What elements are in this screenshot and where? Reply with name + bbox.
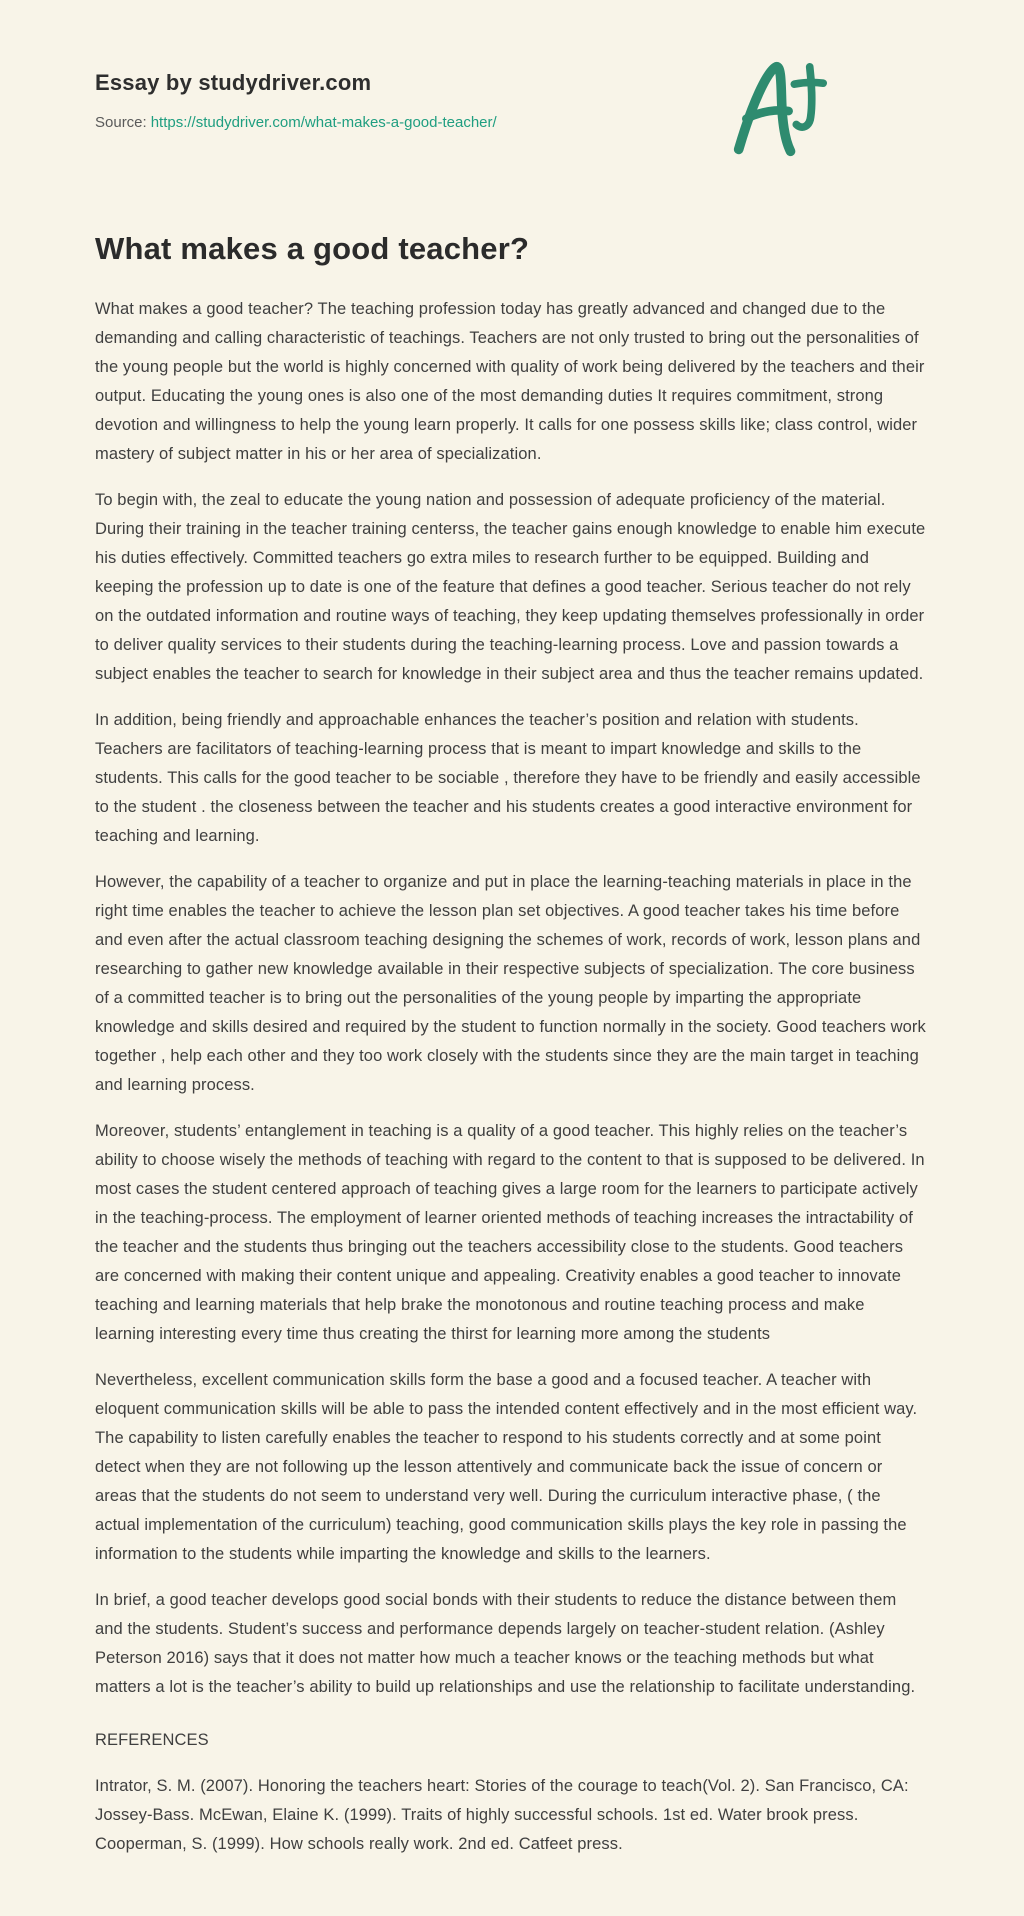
source-label: Source: <box>95 114 147 131</box>
essay-paragraph: Moreover, students’ entanglement in teaching is a quality of a good teacher. This highly relies on the teacher’s ability to choose wisely the methods of teaching with regard to the content to that is supposed to be delivered. In most cases the student centered approach of teaching gives a large room for the learners to participate actively in the teaching-process. The employment of learner oriented methods of teaching increases the intractability of the teacher and the students thus bringing out the teachers accessibility close to the students. Good teachers are concerned with making their content unique and appealing. Creativity enables a good teacher to innovate teaching and learning materials that help brake the monotonous and routine teaching process and make learning interesting every time thus creating the thirst for learning more among the students <box>95 1122 925 1343</box>
essay-paragraph: In addition, being friendly and approachable enhances the teacher’s position and relation with students. Teachers are facilitators of teaching-learning process that is meant to impart knowledge and skills to the students. This calls for the good teacher to be sociable , therefore they have to be friendly and easily accessible to the student . the closeness between the teacher and his students creates a good interactive environment for teaching and learning. <box>95 711 921 845</box>
references-paragraph: Intrator, S. M. (2007). Honoring the teachers heart: Stories of the courage to teach(Vol. 2). San Francisco, CA: Jossey-Bass. McEwan, Elaine K. (1999). Traits of highly successful schools. 1st ed. Water brook press. Cooperman, S. (1999). How schools really work. 2nd ed. Catfeet press. <box>95 1777 909 1853</box>
page-header <box>95 70 927 131</box>
site-byline: Essay by studydriver.com <box>95 70 372 95</box>
references-heading: REFERENCES <box>95 1731 209 1749</box>
essay-title: What makes a good teacher? <box>95 231 530 266</box>
studydriver-logo <box>731 56 827 166</box>
essay-paragraph: Nevertheless, excellent communication skills form the base a good and a focused teacher. A teacher with eloquent communication skills will be able to pass the intended content effectively and in the most efficient way. The capability to listen carefully enables the teacher to respond to his students correctly and at some point detect when they are not following up the lesson attentively and communicate back the issue of concern or areas that the students do not seem to understand very well. During the curriculum interactive phase, ( the actual implementation of the curriculum) teaching, good communication skills plays the key role in passing the information to the students while imparting the knowledge and skills to the learners. <box>95 1371 918 1563</box>
essay-paragraph: However, the capability of a teacher to organize and put in place the learning-teaching materials in place in the right time enables the teacher to achieve the lesson plan set objectives. A good teacher takes his time before and even after the actual classroom teaching designing the schemes of work, records of work, lesson plans and researching to gather new knowledge available in their respective subjects of specialization. The core business of a committed teacher is to bring out the personalities of the young people by imparting the appropriate knowledge and skills desired and required by the student to function normally in the society. Good teachers work together , help each other and they too work closely with the students since they are the main target in teaching and learning process. <box>95 873 926 1094</box>
essay-paragraph: To begin with, the zeal to educate the young nation and possession of adequate proficiency of the material. During their training in the teacher training centerss, the teacher gains enough knowledge to enable him execute his duties effectively. Committed teachers go extra miles to research further to be equipped. Building and keeping the profession up to date is one of the feature that defines a good teacher. Serious teacher do not rely on the outdated information and routine ways of teaching, they keep updating themselves professionally in order to deliver quality services to their students during the teaching-learning process. Love and passion towards a subject enables the teacher to search for knowledge in their subject area and thus the teacher remains updated. <box>95 491 926 683</box>
essay-paragraph: What makes a good teacher? The teaching profession today has greatly advanced and changed due to the demanding and calling characteristic of teachings. Teachers are not only trusted to bring out the personalities of the young people but the world is highly concerned with quality of work being delivered by the teachers and their output. Educating the young ones is also one of the most demanding duties It requires commitment, strong devotion and willingness to help the young learn properly. It calls for one possess skills like; class control, wider mastery of subject matter in his or her area of specialization. <box>95 300 925 463</box>
essay-body <box>95 295 927 1859</box>
source-url-link[interactable]: https://studydriver.com/what-makes-a-good-teacher/ <box>150 114 497 131</box>
a-plus-logo-icon <box>731 56 827 166</box>
essay-paragraph: In brief, a good teacher develops good social bonds with their students to reduce the distance between them and the students. Student’s success and performance depends largely on teacher-student relation. (Ashley Peterson 2016) says that it does not matter how much a teacher knows or the teaching methods but what matters a lot is the teacher’s ability to build up relationships and use the relationship to facilitate understanding. <box>95 1591 916 1696</box>
